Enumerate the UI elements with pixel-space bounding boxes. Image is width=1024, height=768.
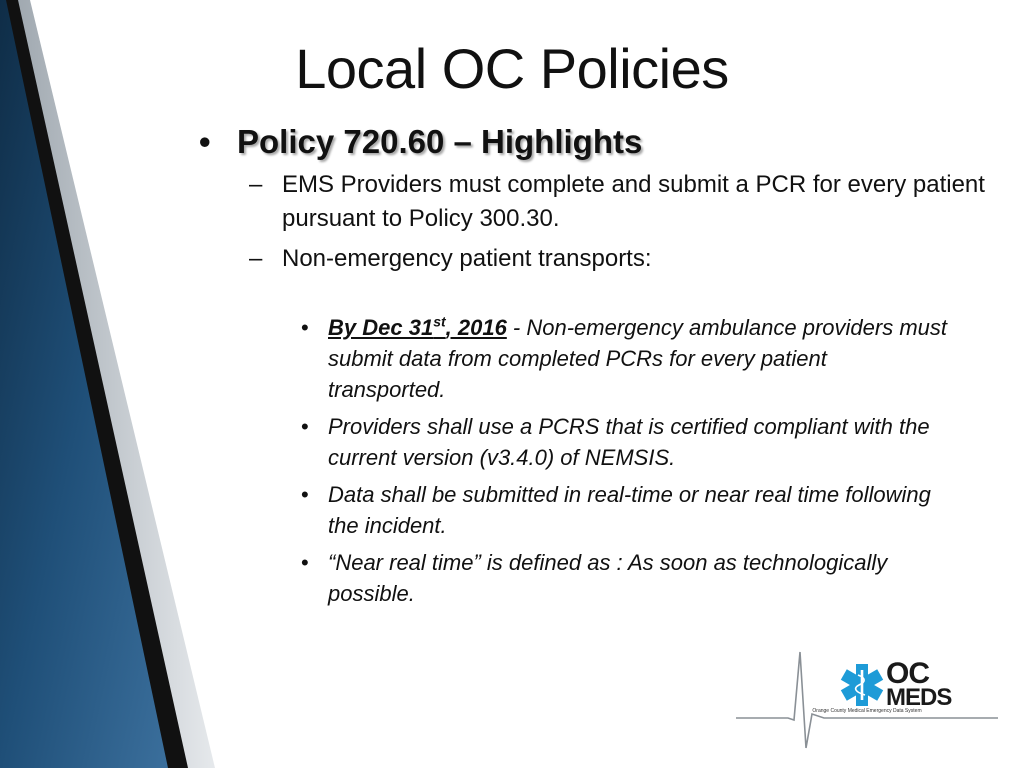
dash-marker: – <box>249 171 263 198</box>
sub-item-text: Non-emergency patient transports: <box>282 245 652 272</box>
slide-content <box>195 120 985 615</box>
bullet-marker: • <box>199 123 211 160</box>
bullet-marker: • <box>301 482 309 507</box>
list-item <box>301 547 948 609</box>
list-item-text: Providers shall use a PCRS that is certified compliant with the current version (v3.4.0) of NEMSIS. <box>328 414 930 470</box>
oc-meds-logo <box>736 648 998 752</box>
bullet-marker: • <box>301 414 309 439</box>
list-item <box>301 312 948 405</box>
dash-marker: – <box>249 245 263 272</box>
sub-item-text: EMS Providers must complete and submit a PCR for every patient pursuant to Policy 300.30. <box>282 171 985 232</box>
point-list <box>301 312 948 609</box>
list-item-text: Data shall be submitted in real-time or near real time following the incident. <box>328 482 931 538</box>
logo-text-meds: MEDS <box>886 684 952 711</box>
logo-tagline: Orange County Medical Emergency Data System <box>812 708 922 714</box>
list-item <box>301 479 948 541</box>
list-item <box>301 411 948 473</box>
logo-text-oc: OC <box>886 657 929 690</box>
bullet-marker: • <box>301 315 309 340</box>
main-bullet-text: Policy 720.60 – Highlights <box>237 123 643 160</box>
list-item-text: “Near real time” is defined as : As soon as technologically possible. <box>328 550 888 606</box>
sub-item <box>249 242 985 276</box>
deadline-text: By Dec 31st, 2016 <box>328 313 507 340</box>
slide-title: Local OC Policies <box>295 37 729 100</box>
bullet-marker: • <box>301 550 309 575</box>
star-of-life-icon <box>841 664 883 706</box>
list-item-text: - Non-emergency ambulance providers must submit data from completed PCRs for every patient transported. <box>328 315 947 402</box>
sub-item <box>249 168 985 236</box>
main-bullet <box>195 120 985 164</box>
